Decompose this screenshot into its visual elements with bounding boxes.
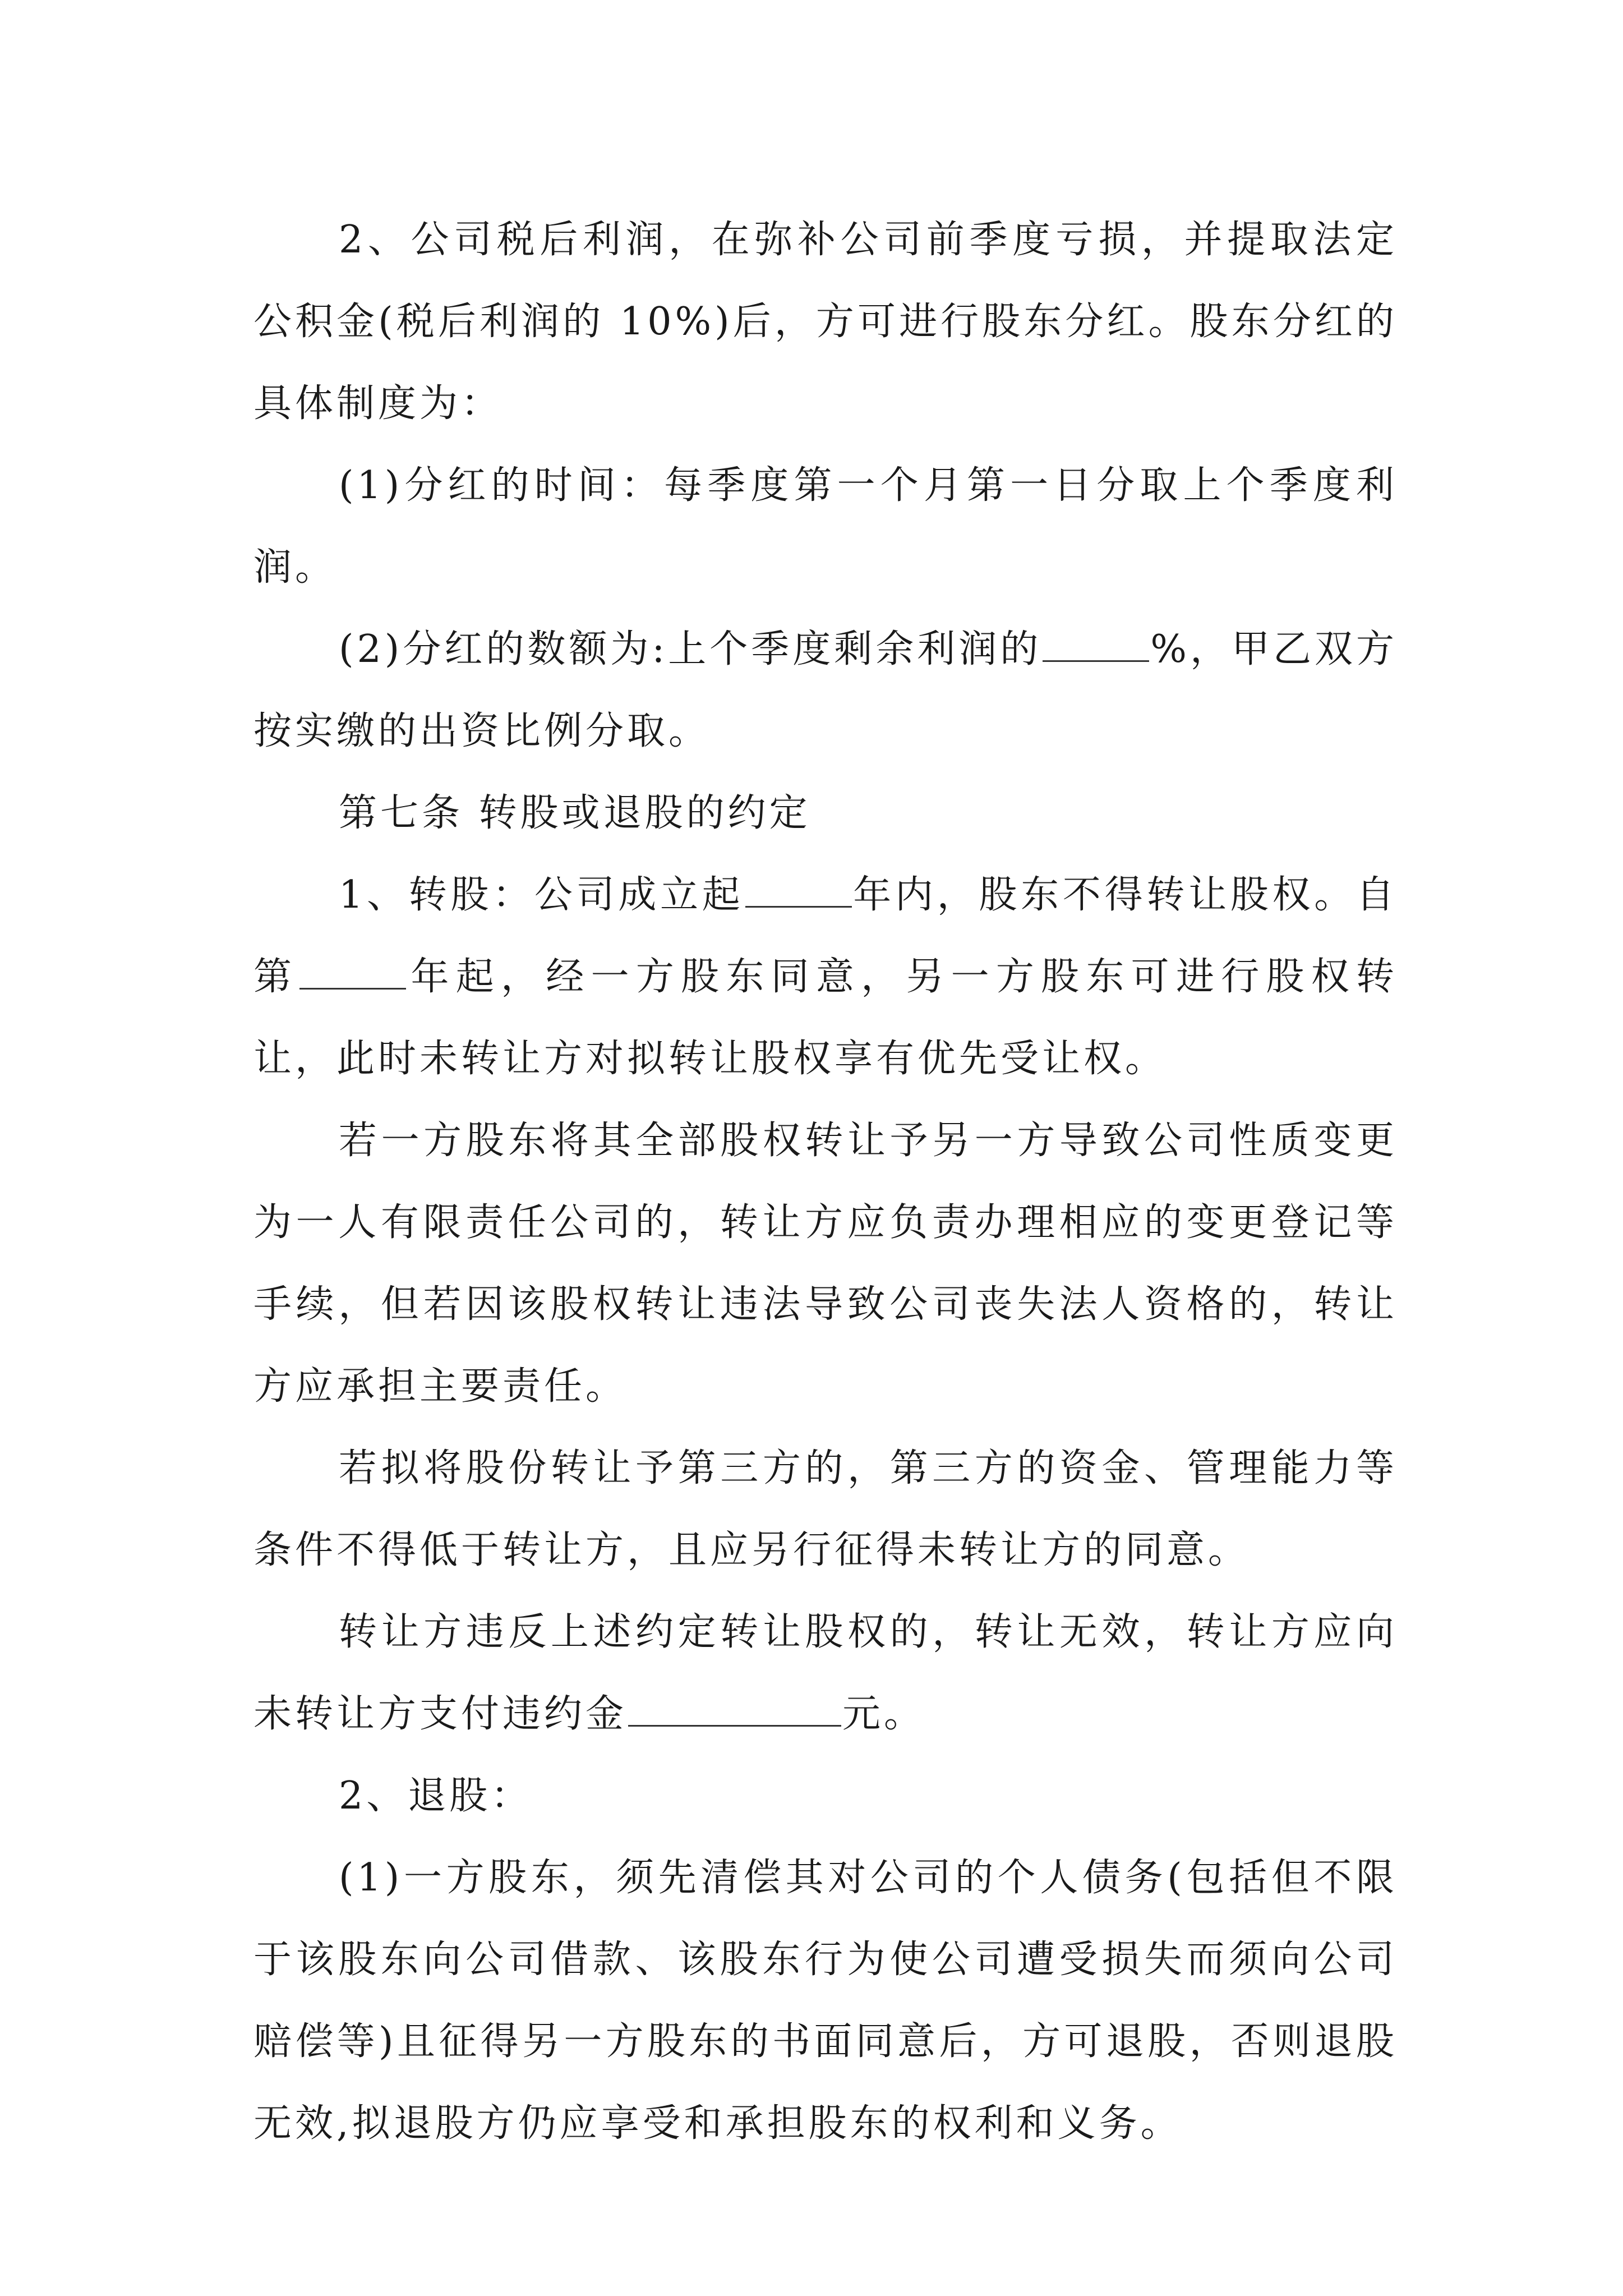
paragraph-share-transfer [253,854,1398,1100]
paragraph-profit-distribution [253,199,1398,445]
paragraph-dividend-amount [253,609,1398,772]
document-body [253,199,1398,2165]
paragraph-third-party [253,1428,1398,1591]
heading-text: 第七条 转股或退股的约定 [339,791,811,835]
paragraph-text: %，甲乙双方按实缴的出资比例分取。 [253,627,1398,753]
paragraph-text: 年起，经一方股东同意，另一方股东可进行股权转让，此时未转让方对拟转让股权享有优先受让权。 [253,955,1398,1081]
paragraph-breach [253,1591,1398,1755]
fill-in-blank [745,873,852,908]
paragraph-text: (1)一方股东，须先清偿其对公司的个人债务(包括但不限于该股东向公司借款、该股东行为使公司遭受损失而须向公司赔偿等)且征得另一方股东的书面同意后，方可退股，否则退股无效,拟退股方仍应享受和承担股东的权利和义务。 [253,1856,1398,2146]
paragraph-text: (1)分红的时间：每季度第一个月第一日分取上个季度利润。 [253,463,1398,590]
paragraph-text: 转让方违反上述约定转让股权的，转让无效，转让方应向未转让方支付违约金 [253,1610,1398,1736]
paragraph-withdrawal-heading [253,1755,1398,1837]
paragraph-text: (2)分红的数额为:上个季度剩余利润的 [339,627,1042,671]
paragraph-text: 1、转股：公司成立起 [339,873,744,917]
fill-in-blank [628,1692,841,1727]
fill-in-blank [299,955,406,990]
paragraph-text: 2、退股： [339,1774,533,1818]
paragraph-withdrawal-terms [253,1837,1398,2165]
article-heading [253,772,1398,854]
paragraph-text: 若拟将股份转让予第三方的，第三方的资金、管理能力等条件不得低于转让方，且应另行征得未转让方的同意。 [253,1446,1398,1572]
paragraph-text: 元。 [842,1692,926,1736]
fill-in-blank [1043,628,1149,662]
paragraph-text: 年内，股东不得转让股权。自第 [253,873,1398,999]
paragraph-text: 2、公司税后利润，在弥补公司前季度亏损，并提取法定公积金(税后利润的 10%)后，方可进行股东分红。股东分红的具体制度为： [253,218,1398,426]
paragraph-full-transfer [253,1100,1398,1428]
paragraph-dividend-time [253,445,1398,609]
paragraph-text: 若一方股东将其全部股权转让予另一方导致公司性质变更为一人有限责任公司的，转让方应负责办理相应的变更登记等手续，但若因该股权转让违法导致公司丧失法人资格的，转让方应承担主要责任。 [253,1119,1398,1409]
